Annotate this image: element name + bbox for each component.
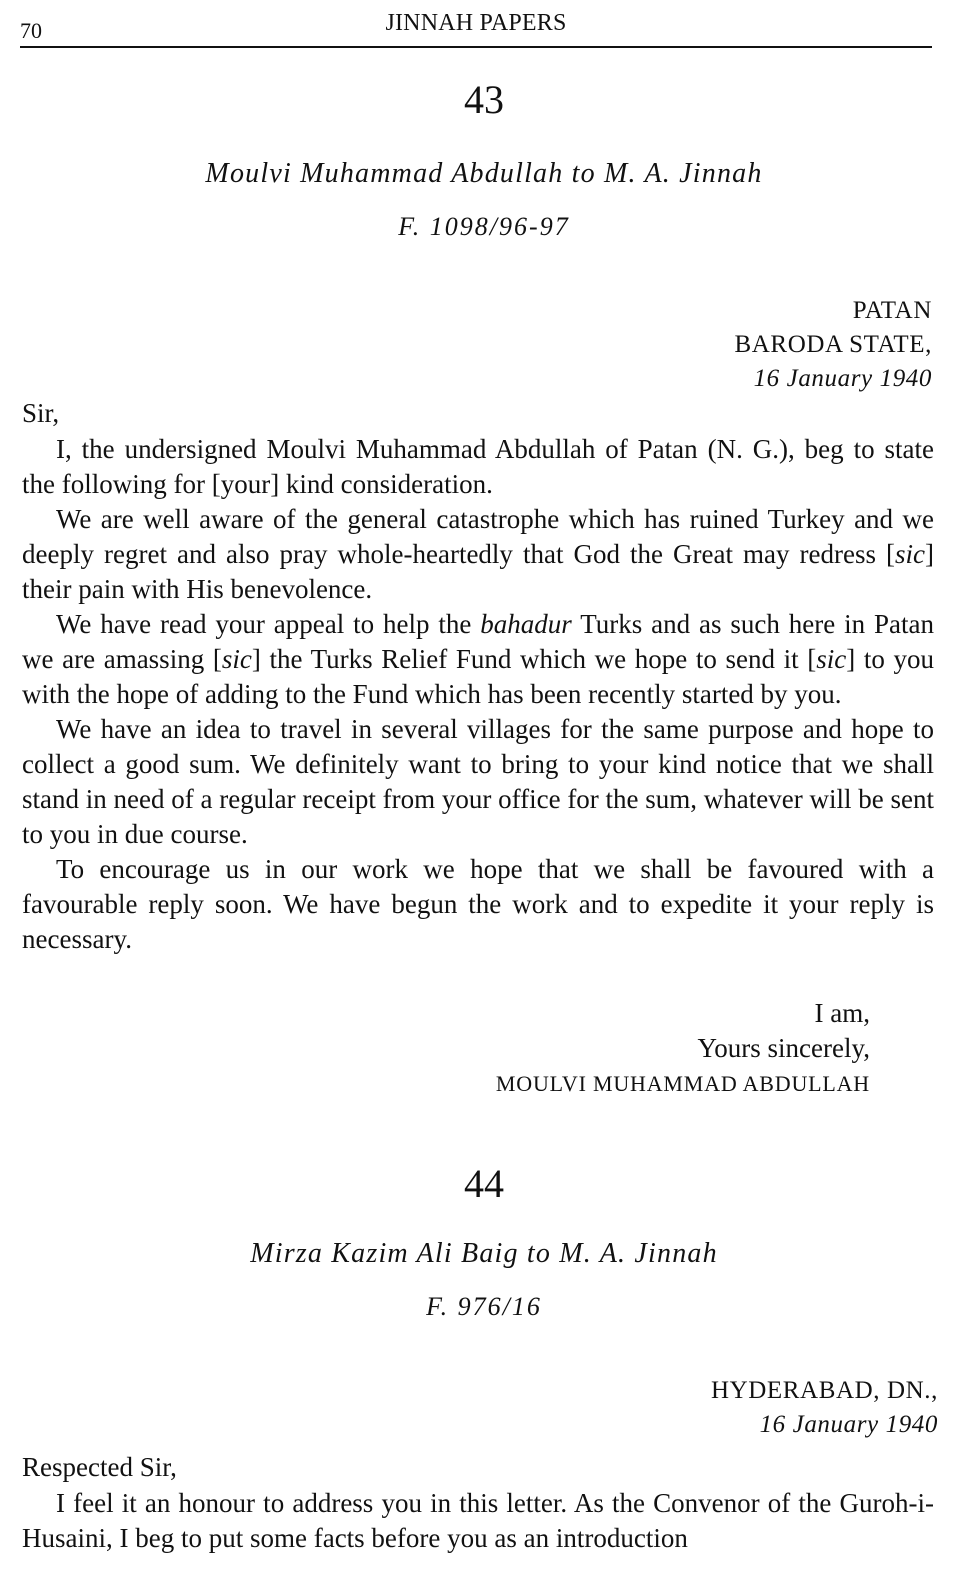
- file-reference-43: F. 1098/96-97: [398, 212, 570, 241]
- paragraph: We are well aware of the general catastrophe which has ruined Turkey and we deeply regret and also pray whole-heartedly that God the Great may redress [sic] their pain with His benevolence.: [22, 504, 934, 604]
- letter-closing-43: [496, 996, 870, 1101]
- document-title-43: Moulvi Muhammad Abdullah to M. A. Jinnah: [205, 158, 763, 189]
- salutation-43: Sir,: [22, 398, 60, 428]
- letter-date-44: 16 January 1940: [759, 1411, 938, 1438]
- address-line: HYDERABAD, DN.,: [710, 1377, 938, 1404]
- letter-body-44: [22, 1486, 934, 1556]
- letter-date-43: 16 January 1940: [753, 365, 932, 392]
- document-title-44: Mirza Kazim Ali Baig to M. A. Jinnah: [250, 1238, 718, 1269]
- sender-address-44: [711, 1374, 938, 1442]
- sender-address-43: [735, 294, 933, 396]
- address-line: BARODA STATE,: [734, 331, 932, 358]
- closing-line: I am,: [814, 998, 870, 1028]
- signature-43: MOULVI MUHAMMAD ABDULLAH: [495, 1071, 870, 1096]
- closing-line: Yours sincerely,: [697, 1033, 870, 1063]
- document-number-43: 43: [464, 77, 504, 122]
- letter-body-43: [22, 432, 934, 957]
- page-header: [20, 6, 932, 48]
- paragraph: I, the undersigned Moulvi Muhammad Abdullah of Patan (N. G.), beg to state the following for [your] kind consideration.: [22, 434, 934, 499]
- paragraph: We have an idea to travel in several villages for the same purpose and hope to collect a good sum. We definitely want to bring to your kind notice that we shall stand in need of a regular receipt from your office for the sum, whatever will be sent to you in due course.: [22, 714, 934, 849]
- page-number: 70: [20, 18, 42, 43]
- running-head: JINNAH PAPERS: [385, 10, 567, 36]
- paragraph: I feel it an honour to address you in this letter. As the Convenor of the Guroh-i-Husaini, I beg to put some facts before you as an introduction: [22, 1488, 934, 1553]
- paragraph: To encourage us in our work we hope that we shall be favoured with a favourable reply soon. We have begun the work and to expedite it your reply is necessary.: [22, 854, 934, 954]
- paragraph: We have read your appeal to help the bahadur Turks and as such here in Patan we are amassing [sic] the Turks Relief Fund which we hope to send it [sic] to you with the hope of adding to the Fund which has been recently started by you.: [22, 609, 934, 709]
- file-reference-44: F. 976/16: [426, 1292, 542, 1321]
- salutation-44: Respected Sir,: [22, 1452, 177, 1482]
- address-line: PATAN: [852, 297, 932, 324]
- document-number-44: 44: [464, 1161, 504, 1206]
